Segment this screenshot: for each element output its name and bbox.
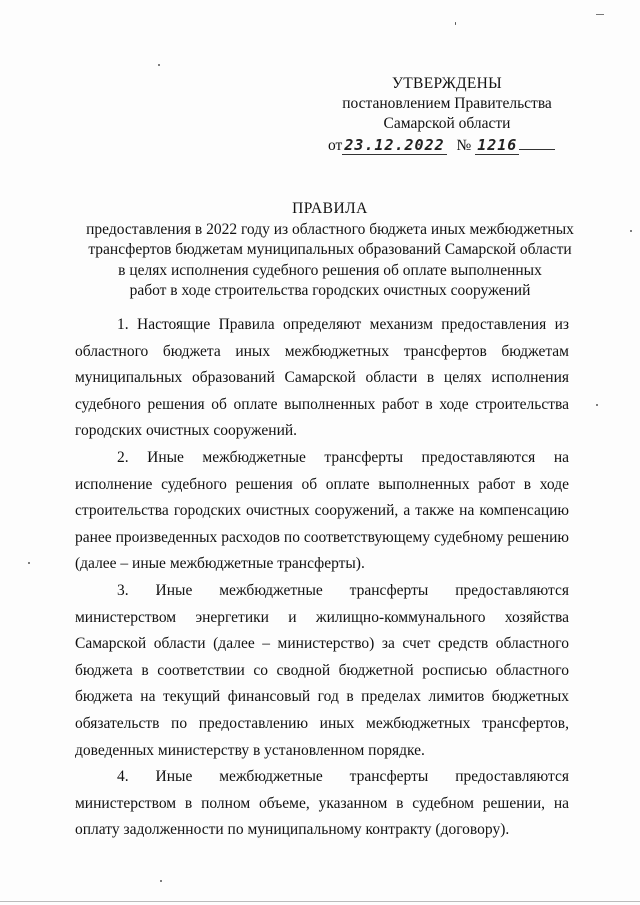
scan-edge-mark (596, 14, 604, 15)
scan-bottom-edge (0, 901, 640, 902)
date-prefix: от (328, 137, 343, 154)
approval-line-region: Самарской области (383, 115, 511, 132)
number-label: № (456, 137, 472, 154)
title-line: работ в ходе строительства городских очистных сооружений (129, 282, 531, 299)
scan-speck (596, 404, 598, 406)
approval-line-government: постановлением Правительства (342, 95, 552, 112)
document-body (75, 312, 569, 844)
handwritten-date: 23.12.2022 (344, 136, 445, 154)
scan-speck (28, 562, 30, 564)
number-underline (519, 149, 555, 150)
scan-speck (455, 22, 456, 25)
document-title: ПРАВИЛА (292, 200, 368, 217)
title-line: в целях исполнения судебного решения об оплате выполненных (118, 261, 542, 279)
document-title-block (70, 199, 590, 302)
title-line: трансфертов бюджетам муниципальных образований Самарской области (88, 241, 572, 258)
paragraph-1: 1. Настоящие Правила определяют механизм предоставления из областного бюджета иных межбюджетных трансфертов бюджетам муниципальных образований Самарской области в целях исполнения судебного решения об оплате выполненных работ в ходе строительства городских очистных сооружений. (75, 316, 569, 440)
scan-speck (630, 230, 632, 232)
scan-speck (160, 880, 162, 882)
paragraph-2: 2. Иные межбюджетные трансферты предоставляются на исполнение судебного решения об оплате выполненных работ в ходе строительства городских очистных сооружений, а также на компенсацию ранее произведенных расходов по соответствующему судебному решению (далее – иные межбюджетные трансферты). (75, 448, 569, 573)
approval-stamp-block (322, 74, 572, 156)
approval-date-line (322, 135, 572, 156)
handwritten-number: 1216 (477, 136, 518, 154)
paragraph-3: 3. Иные межбюджетные трансферты предоставляются министерством энергетики и жилищно-коммунального хозяйства Самарской области (далее – министерство) за счет средств областного бюджета в соответствии со сводной бюджетной росписью областного бюджета на текущий финансовый год в пределах лимитов бюджетных обязательств по предоставлению иных межбюджетных трансфертов, доведенных министерству в установленном порядке. (75, 581, 569, 759)
scan-speck (158, 64, 160, 66)
paragraph-4: 4. Иные межбюджетные трансферты предоставляются министерством в полном объеме, указанном в судебном решении, на оплату задолженности по муниципальному контракту (договору). (75, 768, 569, 839)
title-line: предоставления в 2022 году из областного бюджета иных межбюджетных (86, 220, 574, 238)
approved-heading: УТВЕРЖДЕНЫ (392, 75, 502, 92)
